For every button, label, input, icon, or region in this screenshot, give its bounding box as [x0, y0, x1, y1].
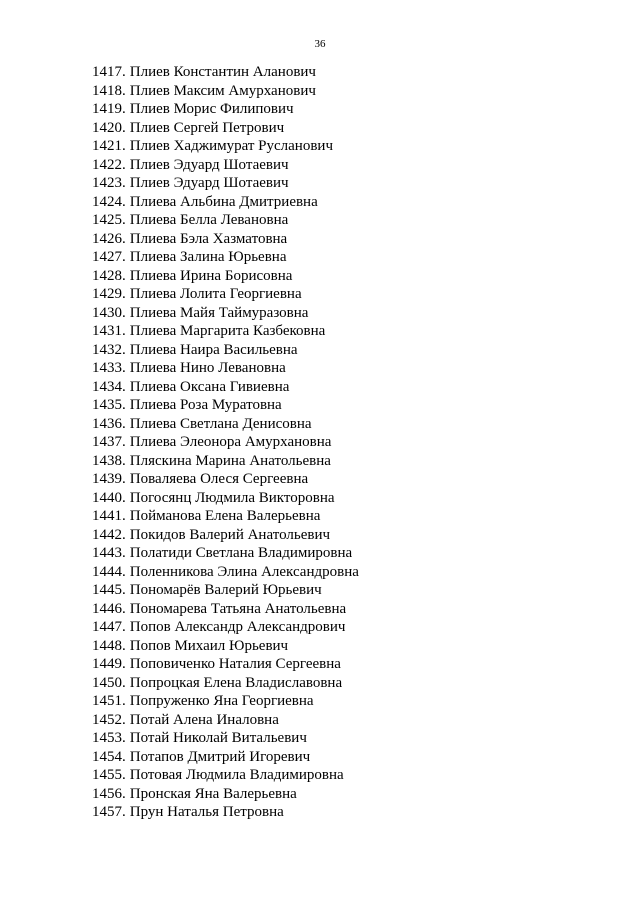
- list-item: [92, 341, 359, 360]
- list-item: [92, 396, 359, 415]
- entry-name: Пляскина Марина Анатольевна: [129, 452, 331, 469]
- list-item: [92, 174, 359, 193]
- entry-name: Прун Наталья Петровна: [129, 804, 284, 820]
- entry-name: Попруженко Яна Георгиевна: [129, 693, 314, 709]
- list-item: [92, 415, 359, 434]
- entry-name: Потай Алена Иналовна: [129, 711, 279, 728]
- list-item: [92, 711, 359, 730]
- entry-number: 1446.: [92, 600, 126, 617]
- entry-number: 1426.: [92, 230, 126, 247]
- list-item: [92, 637, 359, 656]
- list-item: [92, 785, 359, 804]
- entry-name: Пономарёв Валерий Юрьевич: [129, 582, 322, 598]
- entry-number: 1455.: [92, 767, 126, 783]
- entry-number: 1435.: [92, 397, 126, 413]
- list-item: [92, 285, 359, 304]
- entry-name: Плиев Максим Амурханович: [129, 82, 316, 99]
- entry-number: 1427.: [92, 249, 126, 265]
- list-item: [92, 248, 359, 267]
- entry-name: Пономарева Татьяна Анатольевна: [129, 600, 347, 617]
- entry-name: Плиев Сергей Петрович: [129, 119, 285, 136]
- entry-name: Плиева Альбина Дмитриевна: [129, 193, 318, 210]
- entry-name: Плиева Белла Левановна: [129, 212, 289, 228]
- entry-number: 1420.: [92, 119, 126, 136]
- list-item: [92, 489, 359, 508]
- page-number: 36: [314, 38, 326, 50]
- entry-number: 1432.: [92, 341, 126, 358]
- list-item: [92, 211, 359, 230]
- entry-number: 1445.: [92, 582, 126, 598]
- list-item: [92, 304, 359, 323]
- entry-number: 1422.: [92, 156, 126, 173]
- list-item: [92, 322, 359, 341]
- entry-number: 1436.: [92, 415, 126, 432]
- list-item: [92, 507, 359, 526]
- list-item: [92, 452, 359, 471]
- list-item: [92, 119, 359, 138]
- entry-number: 1450.: [92, 674, 126, 691]
- entry-name: Попов Александр Александрович: [129, 619, 346, 635]
- entry-name: Поповиченко Наталия Сергеевна: [129, 656, 341, 672]
- entry-number: 1431.: [92, 323, 126, 339]
- entry-name: Поваляева Олеся Сергеевна: [129, 471, 309, 487]
- list-item: [92, 618, 359, 637]
- entry-name: Плиева Нино Левановна: [129, 360, 286, 376]
- entry-number: 1434.: [92, 378, 126, 395]
- entry-name: Плиева Роза Муратовна: [129, 397, 282, 413]
- entry-name: Плиева Наира Васильевна: [129, 341, 298, 358]
- list-item: [92, 748, 359, 767]
- list-item: [92, 230, 359, 249]
- list-item: [92, 581, 359, 600]
- entry-number: 1451.: [92, 693, 126, 709]
- entry-name: Потовая Людмила Владимировна: [129, 767, 344, 783]
- entry-number: 1449.: [92, 656, 126, 672]
- entry-name: Плиева Залина Юрьевна: [129, 249, 287, 265]
- entry-number: 1438.: [92, 452, 126, 469]
- entry-number: 1418.: [92, 82, 126, 99]
- list-item: [92, 470, 359, 489]
- list-item: [92, 544, 359, 563]
- entry-number: 1433.: [92, 360, 126, 376]
- entry-name: Попроцкая Елена Владиславовна: [129, 674, 343, 691]
- entry-number: 1456.: [92, 785, 126, 802]
- list-item: [92, 100, 359, 119]
- list-item: [92, 433, 359, 452]
- entry-name: Пойманова Елена Валерьевна: [129, 508, 321, 524]
- entry-number: 1452.: [92, 711, 126, 728]
- entry-number: 1423.: [92, 175, 126, 191]
- entry-number: 1457.: [92, 804, 126, 820]
- list-item: [92, 692, 359, 711]
- entry-number: 1447.: [92, 619, 126, 635]
- entry-name: Потай Николай Витальевич: [129, 730, 307, 746]
- entry-number: 1454.: [92, 748, 126, 765]
- list-item: [92, 82, 359, 101]
- list-item: [92, 803, 359, 822]
- entry-name: Плиева Элеонора Амурхановна: [129, 434, 332, 450]
- list-item: [92, 267, 359, 286]
- entry-name: Покидов Валерий Анатольевич: [129, 526, 331, 543]
- list-item: [92, 137, 359, 156]
- entry-number: 1424.: [92, 193, 126, 210]
- entry-name: Потапов Дмитрий Игоревич: [129, 748, 311, 765]
- entry-name: Плиева Маргарита Казбековна: [129, 323, 326, 339]
- entry-number: 1442.: [92, 526, 126, 543]
- entry-name: Погосянц Людмила Викторовна: [129, 489, 335, 506]
- entry-name: Плиева Лолита Георгиевна: [129, 286, 302, 302]
- entry-name: Плиева Бэла Хазматовна: [129, 230, 288, 247]
- entry-name: Плиев Эдуард Шотаевич: [129, 175, 289, 191]
- list-item: [92, 600, 359, 619]
- list-item: [92, 378, 359, 397]
- entry-number: 1441.: [92, 508, 126, 524]
- entry-number: 1448.: [92, 637, 126, 654]
- list-item: [92, 63, 359, 82]
- entry-number: 1453.: [92, 730, 126, 746]
- entry-number: 1444.: [92, 563, 126, 580]
- entry-name: Пронская Яна Валерьевна: [129, 785, 297, 802]
- list-item: [92, 563, 359, 582]
- entry-number: 1440.: [92, 489, 126, 506]
- entry-name: Плиев Морис Филипович: [129, 101, 294, 117]
- list-item: [92, 193, 359, 212]
- entry-number: 1443.: [92, 545, 126, 561]
- entry-name: Плиева Ирина Борисовна: [129, 267, 293, 284]
- entry-number: 1417.: [92, 64, 126, 80]
- name-list: [92, 63, 359, 822]
- list-item: [92, 526, 359, 545]
- entry-number: 1419.: [92, 101, 126, 117]
- entry-name: Плиева Майя Таймуразовна: [129, 304, 309, 321]
- list-item: [92, 655, 359, 674]
- entry-number: 1421.: [92, 138, 126, 154]
- entry-number: 1439.: [92, 471, 126, 487]
- entry-name: Полатиди Светлана Владимировна: [129, 545, 353, 561]
- list-item: [92, 674, 359, 693]
- entry-name: Плиева Оксана Гивиевна: [129, 378, 290, 395]
- entry-name: Плиев Константин Аланович: [129, 64, 316, 80]
- entry-number: 1430.: [92, 304, 126, 321]
- entry-name: Плиева Светлана Денисовна: [129, 415, 312, 432]
- list-item: [92, 729, 359, 748]
- entry-name: Поленникова Элина Александровна: [129, 563, 359, 580]
- entry-name: Попов Михаил Юрьевич: [129, 637, 289, 654]
- list-item: [92, 156, 359, 175]
- entry-name: Плиев Хаджимурат Русланович: [129, 138, 333, 154]
- entry-number: 1437.: [92, 434, 126, 450]
- entry-number: 1429.: [92, 286, 126, 302]
- list-item: [92, 766, 359, 785]
- entry-number: 1428.: [92, 267, 126, 284]
- list-item: [92, 359, 359, 378]
- entry-name: Плиев Эдуард Шотаевич: [129, 156, 289, 173]
- entry-number: 1425.: [92, 212, 126, 228]
